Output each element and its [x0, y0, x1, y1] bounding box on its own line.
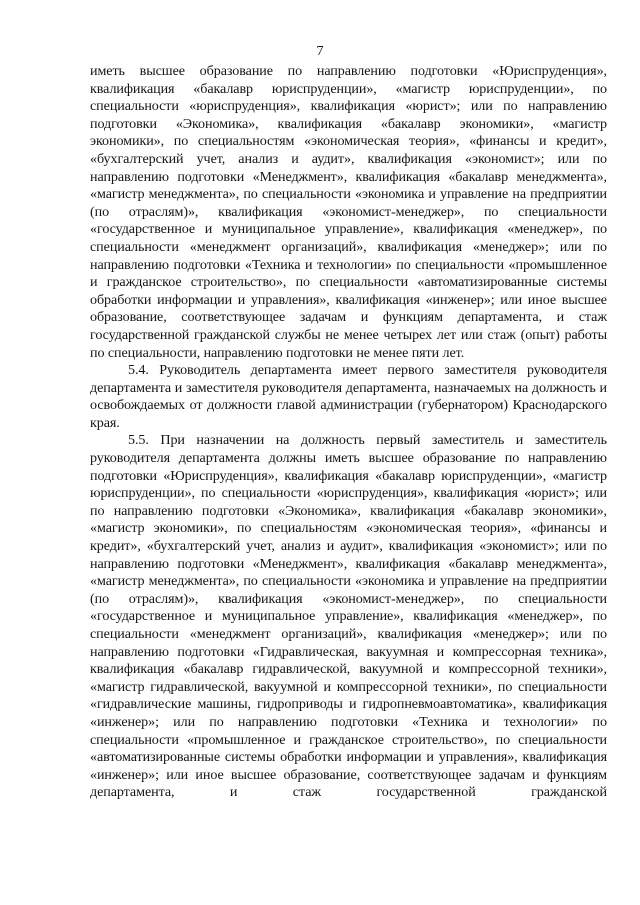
page-number: 7	[316, 44, 324, 59]
paragraph-clause-5-5: 5.5. При назначении на должность первый заместитель и заместитель руководителя департамента должны иметь высшее образование по направлению подготовки «Юриспруденция», квалификация «бакалавр юриспруденции», «магистр юриспруденции», по специальности «юриспруденция», квалификация «юрист»; или по направлению подготовки «Экономика», квалификация «бакалавр экономики», «магистр экономики», по специальностям «экономическая теория», «финансы и кредит», «бухгалтерский учет, анализ и аудит», квалификация «экономист»; или по направлению подготовки «Менеджмент», квалификация «бакалавр менеджмента», «магистр менеджмента», по специальности «экономика и управление на предприятии (по отраслям)», квалификация «экономист-менеджер», по специальности «государственное и муниципальное управление», квалификация «менеджер», по специальности «менеджмент организаций», квалификация «менеджер»; или по направлению подготовки «Гидравлическая, вакуумная и компрессорная техника», квалификация «бакалавр гидравлической, вакуумной и компрессорной техники», «магистр гидравлической, вакуумной и компрессорной техники», по специальности «гидравлические машины, гидроприводы и гидропневмоавтоматика», квалификация «инженер»; или по направлению подготовки «Техника и технологии» по специальности «промышленное и гражданское строительство», по специальности «автоматизированные системы обработки информации и управления», квалификация «инженер»; или иное высшее образование, соответствующее задачам и функциям департамента, и стаж государственной гражданской	[90, 432, 607, 801]
document-body	[90, 63, 607, 802]
paragraph-continuation: иметь высшее образование по направлению подготовки «Юриспруденция», квалификация «бакалавр юриспруденции», «магистр юриспруденции», по специальности «юриспруденция», квалификация «юрист»; или по направлению подготовки «Экономика», квалификация «бакалавр экономики», «магистр экономики», по специальностям «экономическая теория», «финансы и кредит», «бухгалтерский учет, анализ и аудит», квалификация «экономист»; или по направлению подготовки «Менеджмент», квалификация «бакалавр менеджмента», «магистр менеджмента», по специальности «экономика и управление на предприятии (по отраслям)», квалификация «экономист-менеджер», по специальности «государственное и муниципальное управление», квалификация «менеджер», по специальности «менеджмент организаций», квалификация «менеджер»; или по направлению подготовки «Техника и технологии» по специальности «промышленное и гражданское строительство», по специальности «автоматизированные системы обработки информации и управления», квалификация «инженер»; или иное высшее образование, соответствующее задачам и функциям департамента, и стаж государственной гражданской службы не менее четырех лет или стаж (опыт) работы по специальности, направлению подготовки не менее пяти лет.	[90, 63, 607, 361]
paragraph-clause-5-4: 5.4. Руководитель департамента имеет первого заместителя руководителя департамента и заместителя руководителя департамента, назначаемых на должность и освобождаемых от должности главой администрации (губернатором) Краснодарского края.	[90, 362, 607, 431]
